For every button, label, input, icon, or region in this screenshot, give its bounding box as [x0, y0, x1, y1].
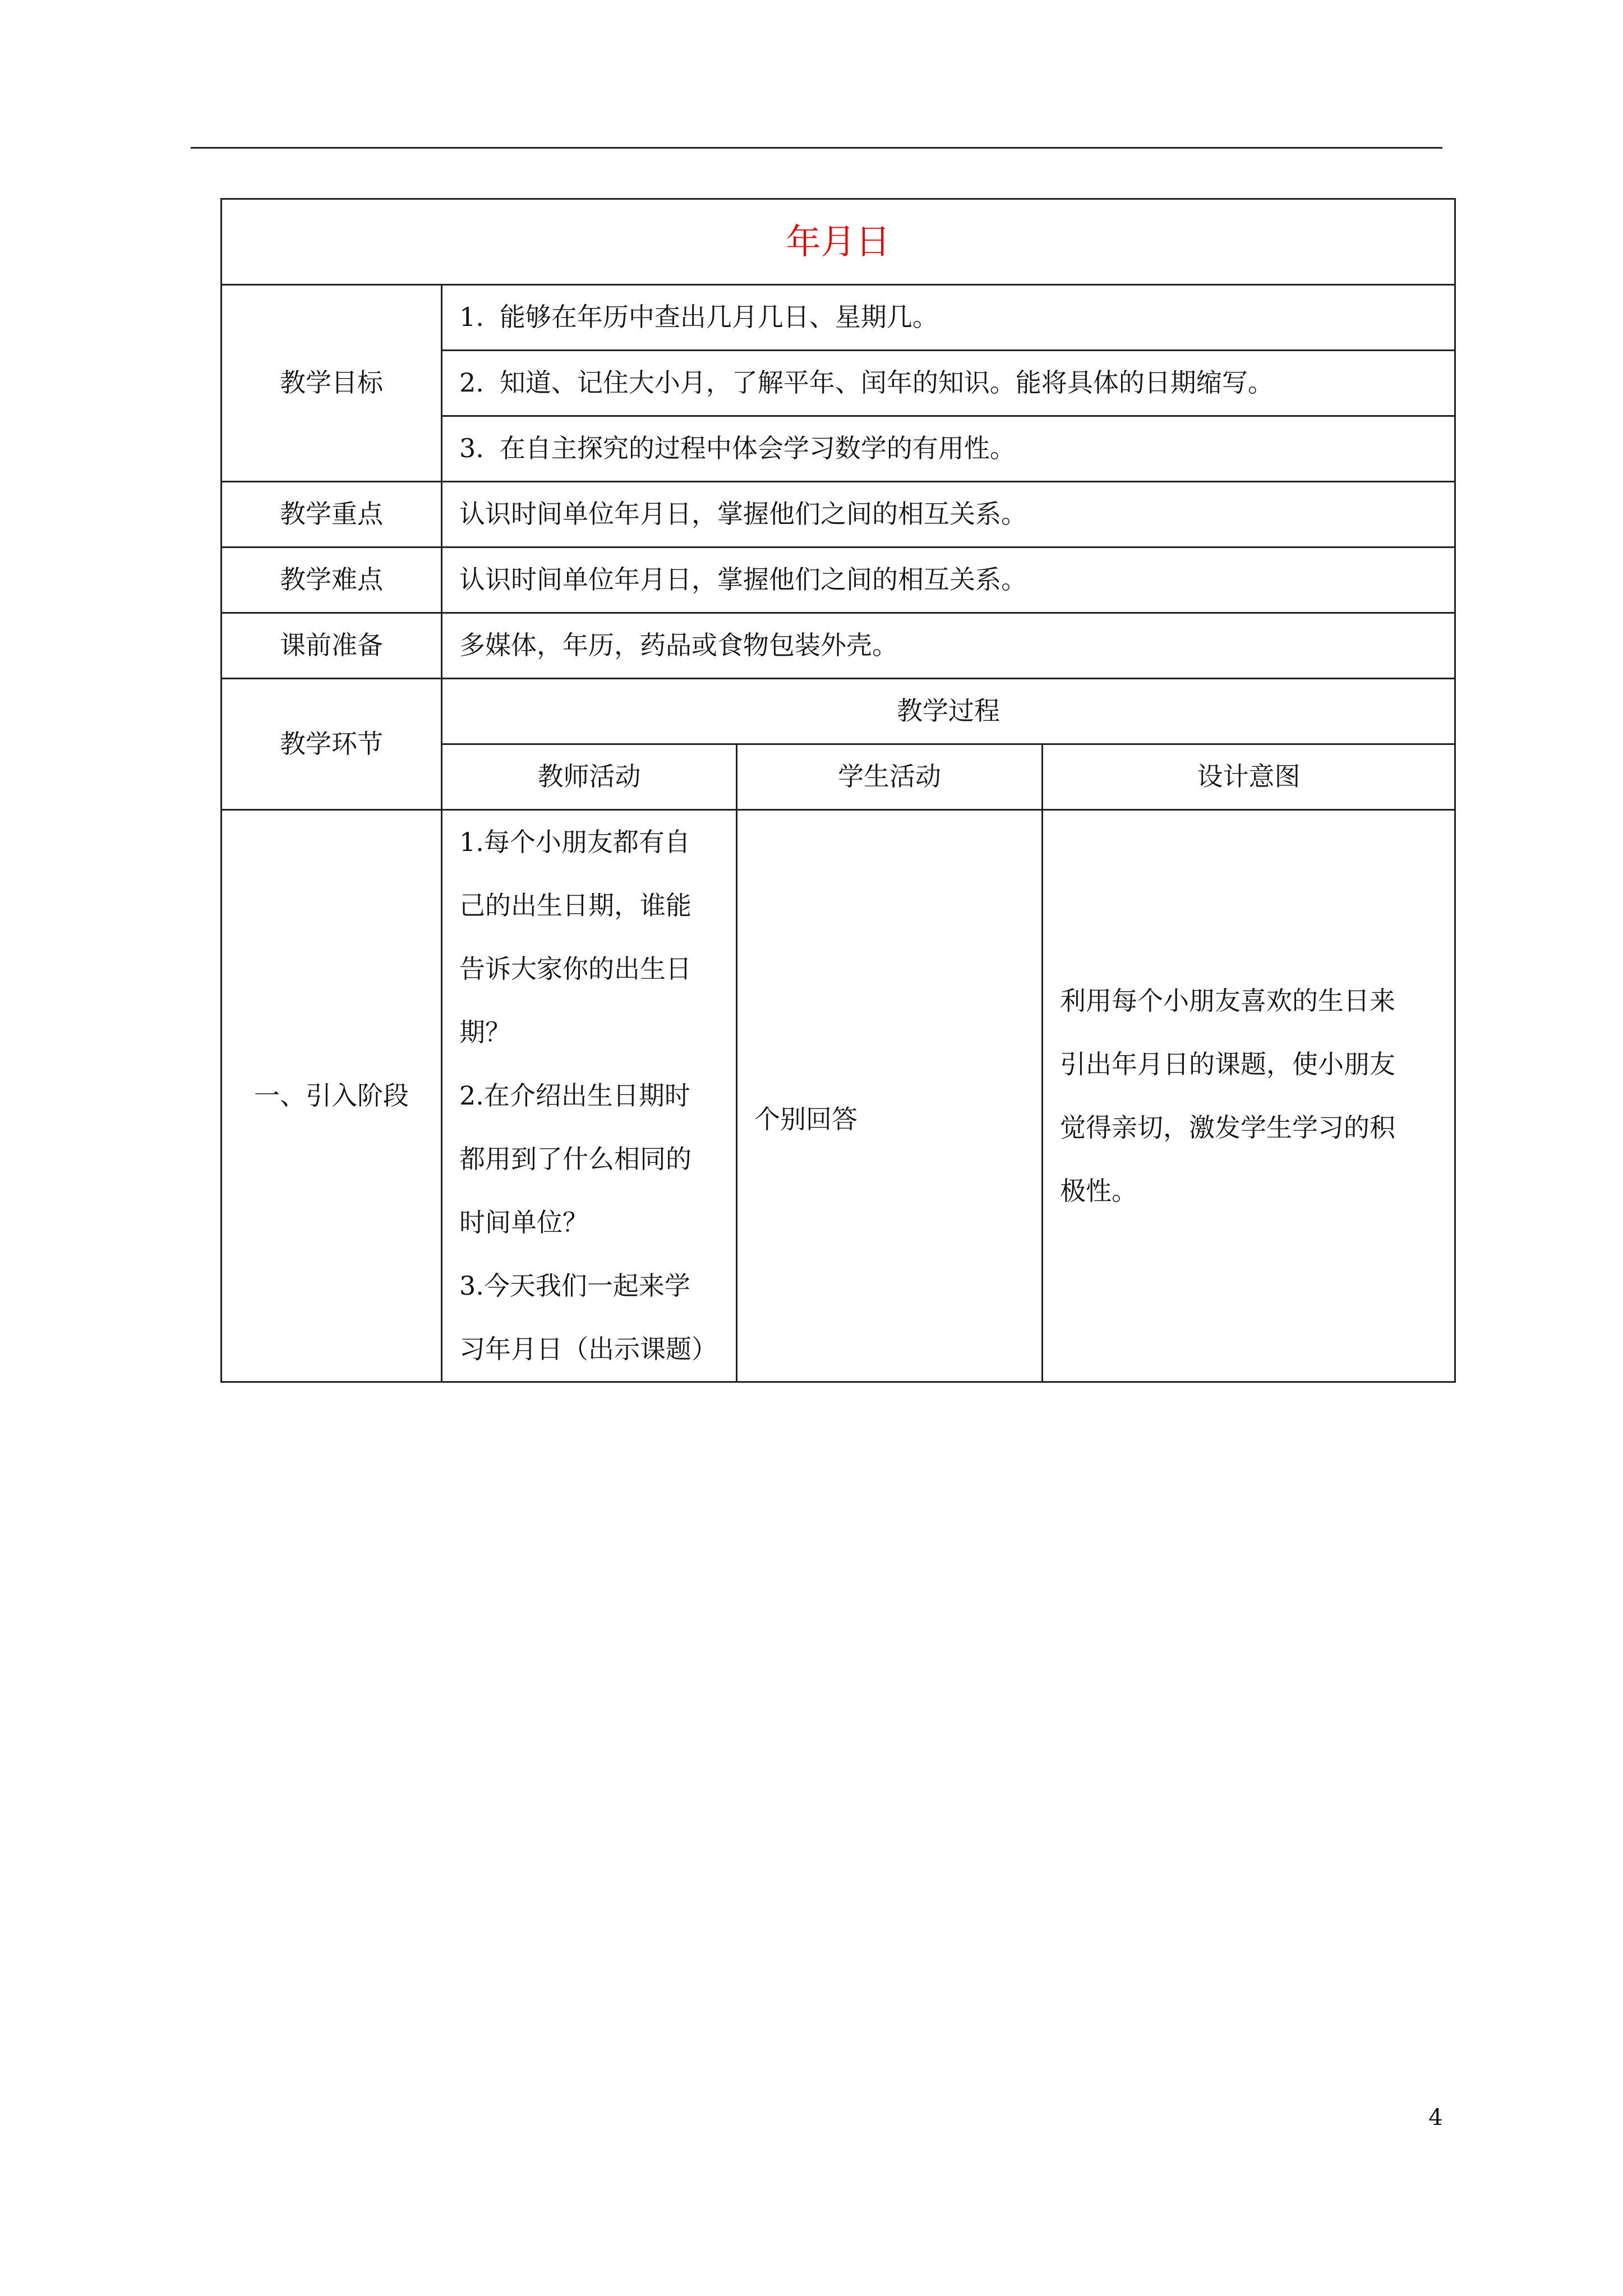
header-rule [191, 147, 1442, 149]
teacher-activity-cell [442, 810, 737, 1382]
design-intent-cell [1043, 810, 1455, 1382]
intent-line: 利用每个小朋友喜欢的生日来 [1060, 985, 1395, 1016]
teacher-line: 告诉大家你的出生日 [459, 954, 691, 984]
teacher-line: 1.每个小朋友都有自 [459, 827, 690, 857]
stage-name: 一、引入阶段 [222, 810, 442, 1382]
difficulty-label: 教学难点 [222, 547, 442, 613]
teacher-line: 3.今天我们一起来学 [459, 1271, 690, 1301]
teacher-activity-header: 教师活动 [442, 744, 737, 810]
lesson-title-cell [222, 199, 1455, 285]
student-activity-cell [737, 810, 1043, 1382]
teacher-line: 期？ [459, 1017, 511, 1047]
objective-item: 2. 知道、记住大小月，了解平年、闰年的知识。能将具体的日期缩写。 [442, 351, 1455, 416]
intent-line: 引出年月日的课题，使小朋友 [1060, 1048, 1395, 1079]
design-intent-header: 设计意图 [1043, 744, 1455, 810]
preparation-label: 课前准备 [222, 613, 442, 679]
difficulty-text: 认识时间单位年月日，掌握他们之间的相互关系。 [442, 547, 1455, 613]
teacher-line: 己的出生日期，谁能 [459, 890, 691, 921]
objective-item: 3. 在自主探究的过程中体会学习数学的有用性。 [442, 416, 1455, 482]
lesson-title: 年月日 [786, 220, 891, 262]
teacher-line: 2.在介绍出生日期时 [459, 1080, 690, 1111]
teacher-line: 都用到了什么相同的 [459, 1144, 691, 1174]
teacher-line: 时间单位？ [459, 1207, 588, 1237]
key-point-label: 教学重点 [222, 482, 442, 547]
stage-header: 教学环节 [222, 679, 442, 810]
preparation-text: 多媒体，年历，药品或食物包装外壳。 [442, 613, 1455, 679]
intent-line: 极性。 [1060, 1175, 1137, 1206]
lesson-plan-table [220, 198, 1456, 1383]
key-point-text: 认识时间单位年月日，掌握他们之间的相互关系。 [442, 482, 1455, 547]
student-activity-text: 个别回答 [754, 1103, 857, 1134]
intent-line: 觉得亲切，激发学生学习的积 [1060, 1112, 1395, 1143]
objectives-label: 教学目标 [222, 285, 442, 482]
student-activity-header: 学生活动 [737, 744, 1043, 810]
teacher-line: 习年月日（出示课题） [459, 1334, 717, 1364]
objective-item: 1. 能够在年历中查出几月几日、星期几。 [442, 285, 1455, 351]
process-header: 教学过程 [442, 679, 1455, 744]
page-number: 4 [1428, 2105, 1443, 2131]
